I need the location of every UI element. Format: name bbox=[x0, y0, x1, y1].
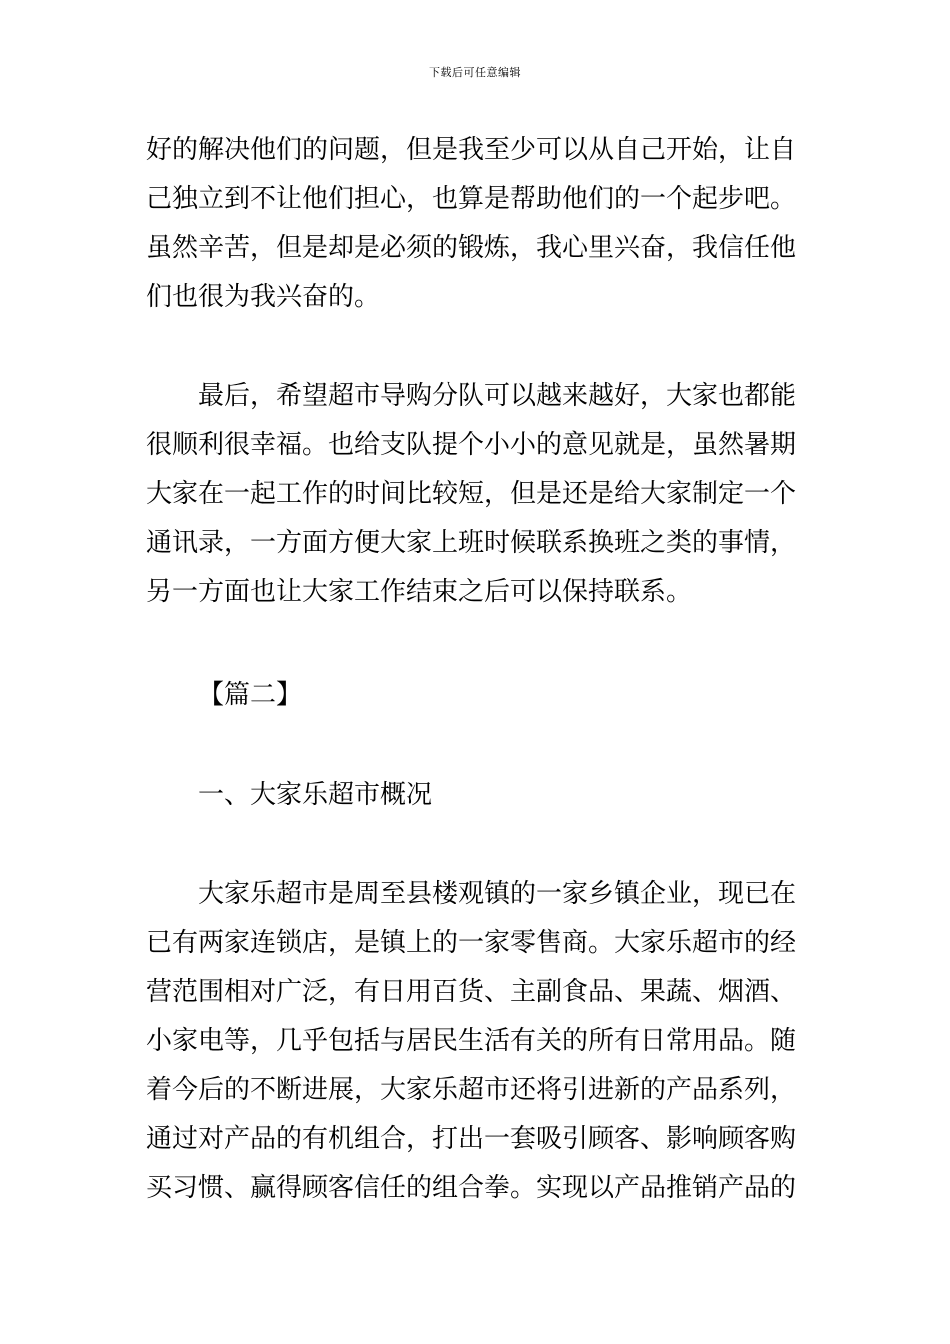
text-line: 虽然辛苦，但是却是必须的锻炼，我心里兴奋，我信任他 bbox=[146, 233, 797, 263]
text-line: 好的解决他们的问题，但是我至少可以从自己开始，让自 bbox=[146, 135, 797, 165]
text-line: 们也很为我兴奋的。 bbox=[146, 282, 381, 312]
text-line: 买习惯、赢得顾客信任的组合拳。实现以产品推销产品的 bbox=[146, 1173, 797, 1203]
page-header: 下载后可任意编辑 bbox=[429, 66, 521, 79]
text-line: 另一方面也让大家工作结束之后可以保持联系。 bbox=[146, 577, 693, 607]
text-line: 最后，希望超市导购分队可以越来越好，大家也都能 bbox=[198, 381, 797, 411]
text-line: 大家乐超市是周至县楼观镇的一家乡镇企业，现已在 bbox=[198, 879, 797, 909]
text-line: 通过对产品的有机组合，打出一套吸引顾客、影响顾客购 bbox=[146, 1124, 797, 1154]
text-line: 通讯录，一方面方便大家上班时候联系换班之类的事情， bbox=[146, 528, 797, 558]
section-subheading: 一、大家乐超市概况 bbox=[198, 780, 433, 810]
text-line: 大家在一起工作的时间比较短，但是还是给大家制定一个 bbox=[146, 479, 797, 509]
text-line: 己独立到不让他们担心，也算是帮助他们的一个起步吧。 bbox=[146, 184, 797, 214]
text-line: 着今后的不断进展，大家乐超市还将引进新的产品系列， bbox=[146, 1075, 797, 1105]
text-line: 营范围相对广泛，有日用百货、主副食品、果蔬、烟酒、 bbox=[146, 977, 797, 1007]
text-line: 已有两家连锁店，是镇上的一家零售商。大家乐超市的经 bbox=[146, 928, 797, 958]
text-line: 小家电等，几乎包括与居民生活有关的所有日常用品。随 bbox=[146, 1026, 797, 1056]
section-title: 【篇二】 bbox=[198, 680, 303, 710]
text-line: 很顺利很幸福。也给支队提个小小的意见就是，虽然暑期 bbox=[146, 430, 797, 460]
